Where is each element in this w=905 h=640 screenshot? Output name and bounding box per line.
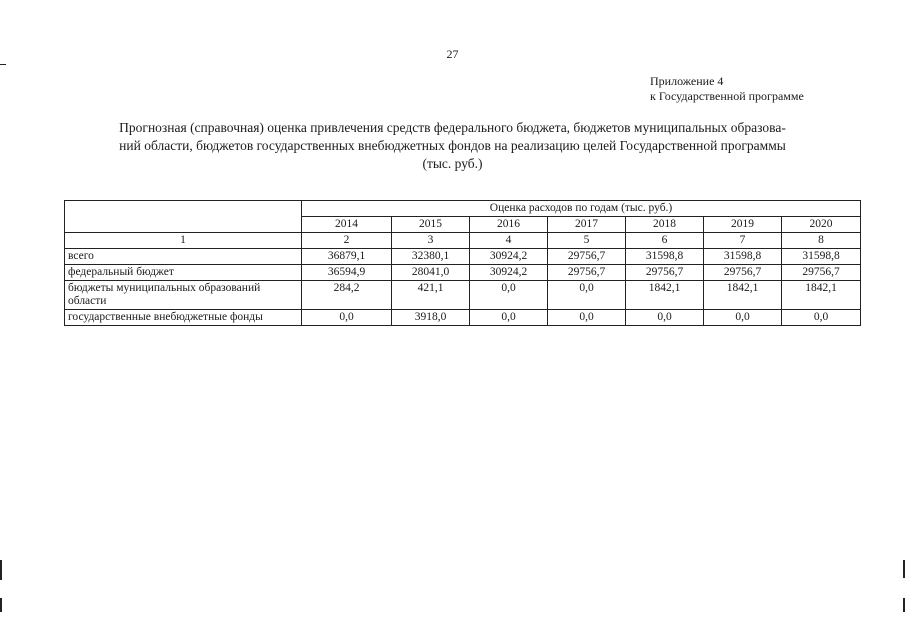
year-header: 2017: [548, 217, 626, 233]
column-number: 4: [470, 233, 548, 249]
table-cell: 32380,1: [392, 249, 470, 265]
row-label: всего: [65, 249, 302, 265]
table-cell: 36594,9: [302, 265, 392, 281]
table-cell: 29756,7: [548, 249, 626, 265]
year-header: 2015: [392, 217, 470, 233]
table-cell: 0,0: [626, 310, 704, 326]
forecast-table: [64, 200, 861, 326]
table-cell: 421,1: [392, 281, 470, 310]
column-number: 7: [704, 233, 782, 249]
scan-edge-mark: [0, 598, 2, 612]
table-cell: 36879,1: [302, 249, 392, 265]
year-header: 2018: [626, 217, 704, 233]
document-title: [85, 119, 820, 173]
column-number: 8: [782, 233, 861, 249]
table-cell: 28041,0: [392, 265, 470, 281]
table-cell: 0,0: [302, 310, 392, 326]
table-cell: 31598,8: [704, 249, 782, 265]
table-cell: 1842,1: [704, 281, 782, 310]
scan-edge-mark: [0, 560, 2, 580]
year-header: 2019: [704, 217, 782, 233]
table-row: [65, 281, 861, 310]
column-number: 6: [626, 233, 704, 249]
table-row: [65, 265, 861, 281]
appendix-note: [650, 74, 804, 104]
table-cell: 284,2: [302, 281, 392, 310]
year-header: 2016: [470, 217, 548, 233]
table-cell: 29756,7: [704, 265, 782, 281]
year-header: 2020: [782, 217, 861, 233]
table-cell: 29756,7: [782, 265, 861, 281]
table-cell: 0,0: [548, 310, 626, 326]
appendix-line-1: Приложение 4: [650, 74, 724, 88]
table-cell: 0,0: [704, 310, 782, 326]
table-cell: 1842,1: [782, 281, 861, 310]
table-cell: 29756,7: [626, 265, 704, 281]
table-cell: 31598,8: [626, 249, 704, 265]
column-number: 1: [65, 233, 302, 249]
table-cell: 30924,2: [470, 249, 548, 265]
table-cell: 0,0: [548, 281, 626, 310]
column-number: 3: [392, 233, 470, 249]
table-cell: 30924,2: [470, 265, 548, 281]
title-line-2: ний области, бюджетов государственных внебюджетных фондов на реализацию целей Государственной программы: [119, 138, 786, 153]
page-number: 27: [446, 47, 459, 61]
appendix-line-2: к Государственной программе: [650, 89, 804, 103]
header-empty-cell: [65, 201, 302, 233]
table-cell: 0,0: [470, 281, 548, 310]
year-header: 2014: [302, 217, 392, 233]
scan-edge-mark: [0, 64, 6, 65]
row-label: федеральный бюджет: [65, 265, 302, 281]
column-numbers-row: [65, 233, 861, 249]
table-cell: 1842,1: [626, 281, 704, 310]
title-line-3: (тыс. руб.): [422, 156, 483, 171]
table-cell: 29756,7: [548, 265, 626, 281]
title-line-1: Прогнозная (справочная) оценка привлечения средств федерального бюджета, бюджетов муниципальных образова-: [119, 120, 786, 135]
expenses-group-header: Оценка расходов по годам (тыс. руб.): [302, 201, 861, 217]
table-cell: 31598,8: [782, 249, 861, 265]
column-number: 5: [548, 233, 626, 249]
table-cell: 0,0: [470, 310, 548, 326]
table-header-row: [65, 201, 861, 217]
row-label: бюджеты муниципальных образований области: [65, 281, 302, 310]
table-cell: 3918,0: [392, 310, 470, 326]
table-cell: 0,0: [782, 310, 861, 326]
row-label: государственные внебюджетные фонды: [65, 310, 302, 326]
column-number: 2: [302, 233, 392, 249]
table-row: [65, 249, 861, 265]
table-row: [65, 310, 861, 326]
